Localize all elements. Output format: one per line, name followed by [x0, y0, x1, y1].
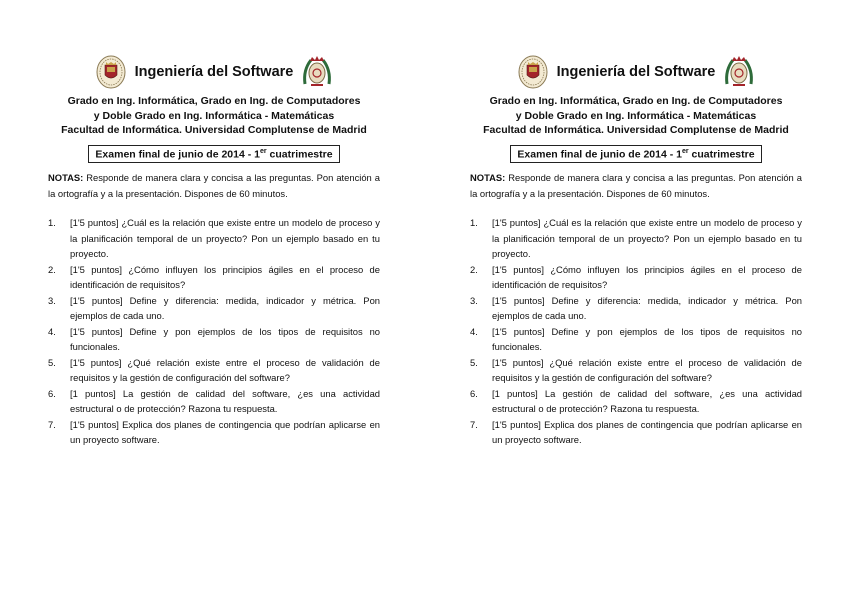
exam-title: Examen final de junio de 2014 - 1: [517, 148, 682, 160]
degree-info: [470, 94, 802, 138]
question-text: [1'5 puntos] Explica dos planes de contingencia que podrían aplicarse en un proyecto software.: [492, 418, 802, 445]
question-number: 4.: [470, 325, 478, 337]
question-text: [1'5 puntos] Define y diferencia: medida, indicador y métrica. Pon ejemplos de cada uno.: [70, 294, 380, 321]
question-item: [470, 215, 802, 262]
exam-notes: [470, 170, 802, 201]
question-text: [1'5 puntos] ¿Qué relación existe entre el proceso de validación de requisitos y la gestión de configuración del software?: [70, 356, 380, 383]
question-item: [470, 386, 802, 417]
question-text: [1'5 puntos] ¿Cómo influyen los principios ágiles en el proceso de identificación de requisitos?: [492, 263, 802, 290]
question-item: [470, 293, 802, 324]
question-text: [1'5 puntos] Define y pon ejemplos de los tipos de requisitos no funcionales.: [70, 325, 380, 352]
question-number: 1.: [470, 217, 478, 228]
question-item: [470, 417, 802, 448]
exam-title: Examen final de junio de 2014 - 1: [95, 148, 260, 160]
question-item: [48, 324, 380, 355]
question-list: [470, 215, 802, 448]
notes-label: NOTAS:: [470, 172, 506, 183]
faculty-line: Facultad de Informática. Universidad Complutense de Madrid: [483, 124, 789, 136]
question-item: [470, 262, 802, 293]
exam-sheet-right: [470, 52, 802, 448]
course-title: Ingeniería del Software: [556, 64, 716, 80]
course-title: Ingeniería del Software: [134, 64, 294, 80]
degree-line: y Doble Grado en Ing. Informática - Matemáticas: [515, 109, 757, 122]
question-text: [1 puntos] La gestión de calidad del software, ¿es una actividad estructural o de protección? Razona tu respuesta.: [70, 387, 380, 414]
question-item: [48, 293, 380, 324]
question-number: 7.: [470, 418, 478, 430]
question-number: 2.: [48, 263, 56, 275]
degree-info: [48, 94, 380, 138]
faculty-crest-icon: [723, 54, 755, 90]
sheet-header: [470, 52, 802, 92]
question-item: [48, 386, 380, 417]
exam-title-box: [510, 145, 762, 164]
exam-title-term: cuatrimestre: [266, 148, 333, 160]
question-number: 2.: [470, 263, 478, 275]
question-item: [48, 417, 380, 448]
question-number: 5.: [470, 356, 478, 368]
notes-label: NOTAS:: [48, 172, 84, 183]
exam-title-ordinal: er: [259, 147, 267, 155]
question-item: [470, 355, 802, 386]
faculty-line: Facultad de Informática. Universidad Complutense de Madrid: [61, 124, 367, 136]
question-item: [470, 324, 802, 355]
question-text: [1'5 puntos] ¿Qué relación existe entre el proceso de validación de requisitos y la gestión de configuración del software?: [492, 356, 802, 383]
question-list: [48, 215, 380, 448]
notes-text: Responde de manera clara y concisa a las preguntas. Pon atención a la ortografía y a la presentación. Dispones de 60 minutos.: [48, 172, 380, 199]
question-number: 7.: [48, 418, 56, 430]
exam-title-box: [88, 145, 340, 164]
question-number: 6.: [470, 387, 478, 399]
faculty-crest-icon: [301, 54, 333, 90]
question-number: 3.: [470, 294, 478, 306]
question-number: 4.: [48, 325, 56, 337]
degree-line: Grado en Ing. Informática, Grado en Ing. de Computadores: [67, 95, 361, 107]
degree-line: Grado en Ing. Informática, Grado en Ing. de Computadores: [489, 95, 783, 107]
exam-notes: [48, 170, 380, 201]
question-text: [1'5 puntos] ¿Cuál es la relación que existe entre un modelo de proceso y la planificación temporal de un proyecto? Pon un ejemplo basado en tu proyecto.: [70, 217, 380, 259]
question-text: [1'5 puntos] Explica dos planes de contingencia que podrían aplicarse en un proyecto software.: [70, 418, 380, 445]
university-seal-icon: [517, 54, 549, 90]
question-number: 6.: [48, 387, 56, 399]
question-text: [1 puntos] La gestión de calidad del software, ¿es una actividad estructural o de protección? Razona tu respuesta.: [492, 387, 802, 414]
degree-line: y Doble Grado en Ing. Informática - Matemáticas: [93, 109, 335, 122]
exam-sheet-left: [48, 52, 380, 448]
question-text: [1'5 puntos] ¿Cómo influyen los principios ágiles en el proceso de identificación de requisitos?: [70, 263, 380, 290]
notes-text: Responde de manera clara y concisa a las preguntas. Pon atención a la ortografía y a la presentación. Dispones de 60 minutos.: [470, 172, 802, 199]
question-number: 1.: [48, 217, 56, 228]
sheet-header: [48, 52, 380, 92]
question-text: [1'5 puntos] Define y diferencia: medida, indicador y métrica. Pon ejemplos de cada uno.: [492, 294, 802, 321]
question-number: 3.: [48, 294, 56, 306]
question-text: [1'5 puntos] ¿Cuál es la relación que existe entre un modelo de proceso y la planificación temporal de un proyecto? Pon un ejemplo basado en tu proyecto.: [492, 217, 802, 259]
question-text: [1'5 puntos] Define y pon ejemplos de los tipos de requisitos no funcionales.: [492, 325, 802, 352]
exam-title-term: cuatrimestre: [688, 148, 755, 160]
question-item: [48, 262, 380, 293]
question-item: [48, 215, 380, 262]
question-item: [48, 355, 380, 386]
exam-title-ordinal: er: [681, 147, 689, 155]
question-number: 5.: [48, 356, 56, 368]
university-seal-icon: [95, 54, 127, 90]
